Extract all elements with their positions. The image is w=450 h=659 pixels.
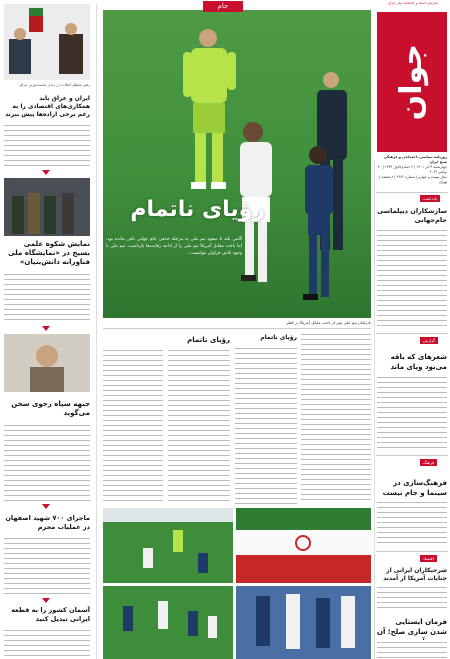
divider bbox=[376, 333, 448, 334]
divider bbox=[103, 328, 371, 329]
masthead-info-line: سال بیست و چهارم | شماره ۶۶۲۲ | ۸ صفحه | تهران bbox=[378, 175, 447, 184]
section-marker bbox=[42, 170, 50, 175]
story-headline: ماجرای ۷۰۰ شهید اصفهان در عملیات محرم bbox=[5, 514, 90, 531]
flag-photo bbox=[236, 508, 371, 583]
match-photo bbox=[103, 508, 233, 583]
section-label: فرهنگ bbox=[420, 459, 437, 466]
main-headline: رؤیای ناتمام bbox=[130, 197, 265, 222]
column-separator bbox=[374, 160, 375, 659]
section-marker bbox=[42, 598, 50, 603]
match-photo bbox=[236, 586, 371, 659]
story-title: سازشکاران دیپلماسی جام‌جهانی bbox=[377, 207, 447, 224]
column-headline: رؤیای ناتمام bbox=[260, 334, 297, 341]
section-label: گزارش bbox=[420, 337, 438, 344]
story-body bbox=[377, 585, 447, 610]
player-figure bbox=[303, 146, 333, 300]
section-marker bbox=[42, 326, 50, 331]
section-marker bbox=[42, 504, 50, 509]
story-body bbox=[4, 423, 90, 501]
story-body bbox=[4, 536, 90, 596]
column-headline: رؤیای ناتمام bbox=[187, 336, 230, 344]
story-body bbox=[377, 500, 447, 545]
story-title: شرحبکاران ایرانی از جنایات آمریکا از آمدند bbox=[383, 567, 447, 582]
divider bbox=[376, 192, 448, 193]
portrait-photo bbox=[4, 334, 90, 392]
goalkeeper-figure bbox=[183, 29, 236, 189]
masthead-info-line: روزنامه سیاسی، اجتماعی و فرهنگی صبح ایران bbox=[383, 155, 447, 164]
leader-photo bbox=[4, 4, 90, 80]
story-body bbox=[377, 375, 447, 450]
story-title: فرهنگ‌سازی در سینما و جام نیست bbox=[382, 479, 447, 497]
match-photo bbox=[103, 586, 233, 659]
main-lead: گامی بلند تا صعود تیم ملی به مرحله حذفی جام جهانی باقی مانده بود، اما باخت مقابل آمریکا تیم ملی را از ادامه رقابت‌ها بازداشت. تیم ملی با وجود تلاش فراوان نتوانست... bbox=[106, 237, 242, 256]
photo-caption: رهبر معظم انقلاب در دیدار نخست‌وزیر عراق bbox=[19, 82, 90, 87]
sport-tag: جام bbox=[203, 1, 243, 12]
masthead-note: سازمان اسناد و کتابخانه ملی ایران bbox=[387, 1, 439, 5]
story-headline: نمایش شکوه علمی بسیج در «نمایشگاه ملی فناورانه دانش‌بنیان» bbox=[8, 240, 90, 266]
logo-text: جوان bbox=[394, 43, 429, 121]
masthead-info bbox=[377, 155, 447, 189]
story-headline: ایران و عراق باید همکاری‌های اقتصادی را به رغم برخی اراده‌ها پیش ببرند bbox=[5, 95, 90, 118]
section-label: یادداشت bbox=[420, 195, 440, 202]
story-headline: آسمان کشور را به قطعه ایرانی تبدیل کنید bbox=[11, 606, 90, 623]
article-column bbox=[168, 348, 230, 504]
story-body bbox=[4, 628, 90, 658]
story-body bbox=[377, 640, 447, 658]
masthead-info-line: چهارشنبه ۹ آذر ۱۴۰۱ | ۴ جمادی‌الاول ۱۴۴۴ | ۳۰ نوامبر ۲۰۲۲ bbox=[377, 165, 447, 174]
story-body bbox=[4, 272, 90, 322]
section-label: اقتصاد bbox=[420, 555, 437, 562]
column-separator bbox=[96, 4, 97, 659]
main-caption: بازیکنان تیم ملی پس از باخت مقابل آمریکا در قطر bbox=[286, 320, 371, 325]
article-column bbox=[103, 348, 163, 504]
story-body bbox=[4, 123, 90, 168]
article-column bbox=[235, 346, 297, 504]
story-headline: جبهه سپاه رجوی سخن می‌گوید bbox=[11, 400, 90, 417]
article-column bbox=[301, 332, 371, 504]
masthead-logo bbox=[377, 12, 447, 152]
story-title: فرمان ایستایی شدن سازی صلح؛ آن bbox=[376, 618, 447, 636]
story-body bbox=[377, 228, 447, 330]
divider bbox=[376, 455, 448, 456]
story-title: شعرهای که باقه می‌بود وپای ماند bbox=[390, 353, 447, 371]
divider bbox=[376, 551, 448, 552]
exhibition-photo bbox=[4, 178, 90, 236]
